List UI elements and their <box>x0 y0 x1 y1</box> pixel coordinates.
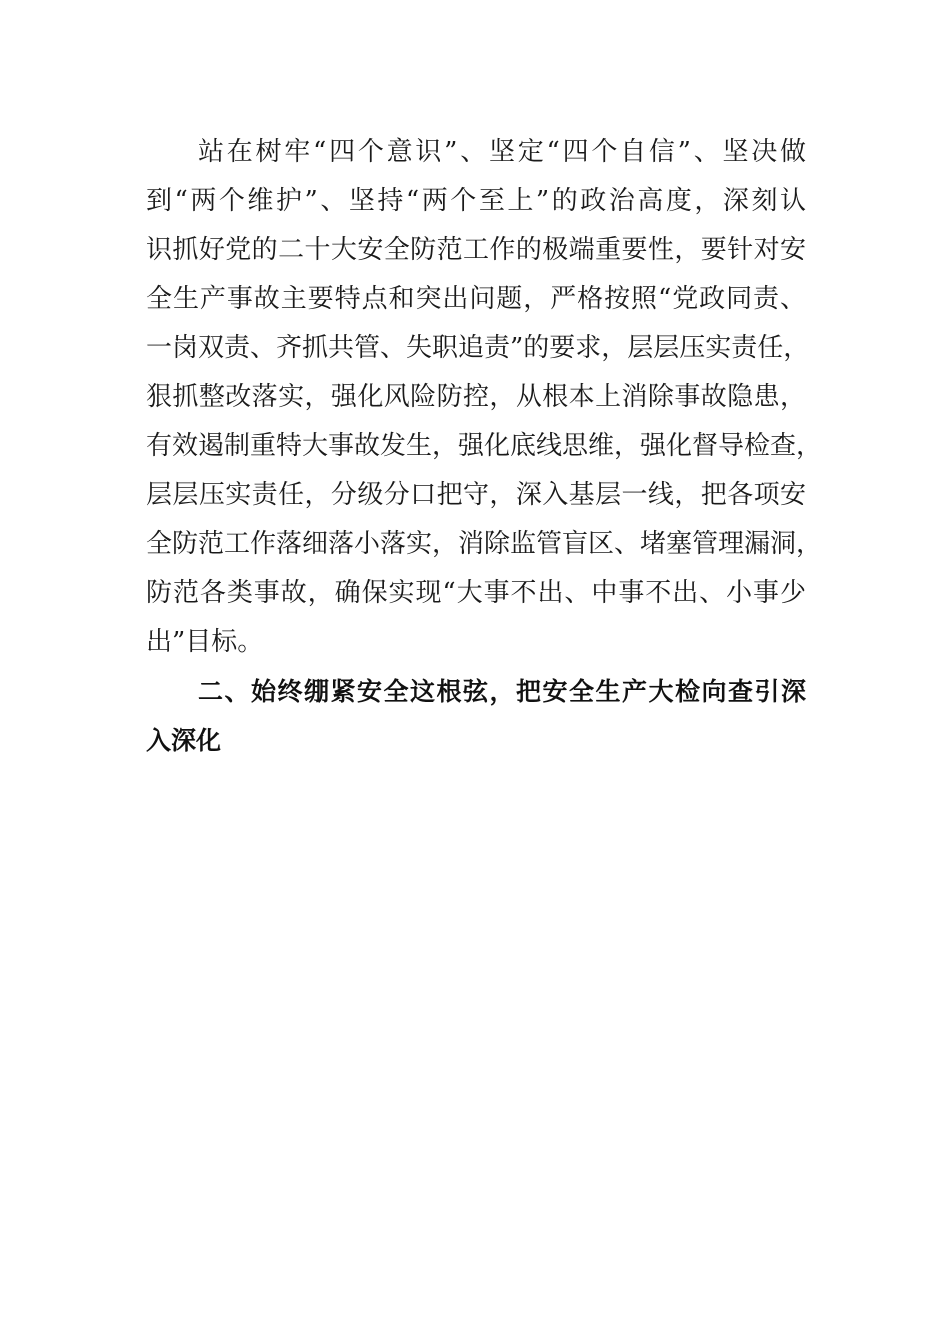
paragraph-line: 层层压实责任，分级分口把守，深入基层一线，把各项安 <box>146 480 806 510</box>
paragraph-line: 狠抓整改落实，强化风险防控，从根本上消除事故隐患， <box>146 382 806 412</box>
paragraph-line: 到“两个维护”、坚持“两个至上”的政治高度，深刻认 <box>146 186 806 216</box>
paragraph-line: 全防范工作落细落小落实，消除监管盲区、堵塞管理漏洞， <box>146 529 823 559</box>
document-body <box>146 128 823 765</box>
section-heading <box>146 667 806 765</box>
paragraph-line: 有效遏制重特大事故发生，强化底线思维，强化督导检查， <box>146 431 823 461</box>
paragraph <box>146 128 823 667</box>
paragraph-line: 识抓好党的二十大安全防范工作的极端重要性，要针对安 <box>146 235 806 265</box>
paragraph-line: 全生产事故主要特点和突出问题，严格按照“党政同责、 <box>146 284 806 314</box>
paragraph-line: 防范各类事故，确保实现“大事不出、中事不出、小事少 <box>146 578 806 608</box>
paragraph-line: 出”目标。 <box>146 627 264 657</box>
heading-line: 入深化 <box>146 726 222 755</box>
paragraph-line: 一岗双责、齐抓共管、失职追责”的要求，层层压实责任， <box>146 333 810 363</box>
paragraph-line: 站在树牢“四个意识”、坚定“四个自信”、坚决做 <box>198 137 806 167</box>
heading-line: 二、始终绷紧安全这根弦，把安全生产大检向查引深 <box>198 677 806 706</box>
